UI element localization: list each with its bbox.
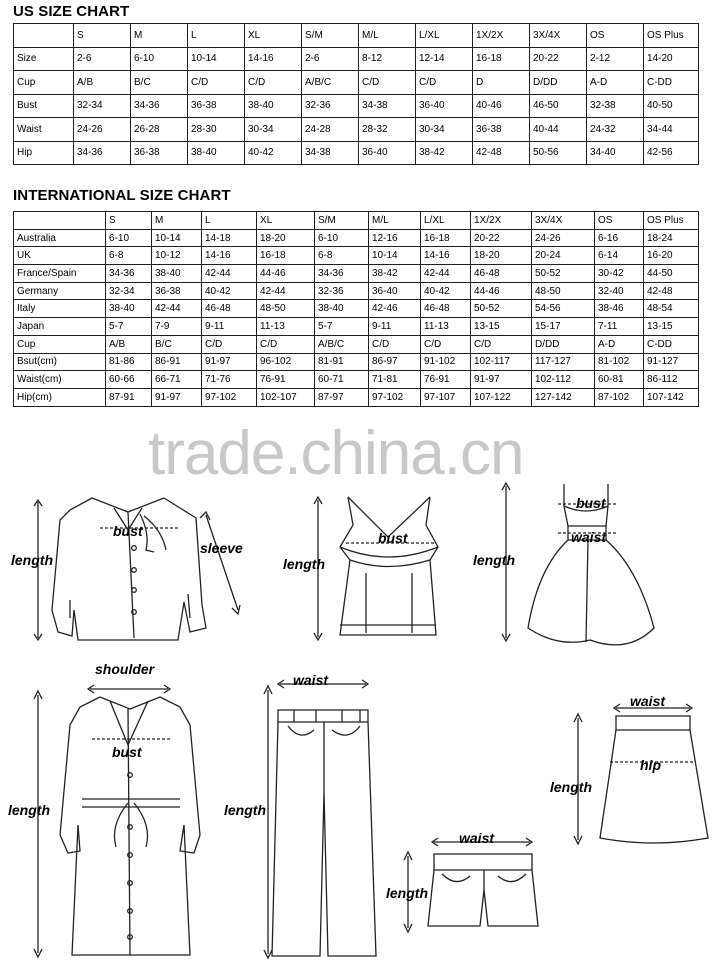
us-row bbox=[14, 118, 699, 142]
shirt-diagram bbox=[30, 490, 245, 645]
header-cell: OS Plus bbox=[644, 212, 699, 230]
table-cell: 20-22 bbox=[530, 47, 587, 71]
table-cell: 36-38 bbox=[473, 118, 530, 142]
table-cell: 20-24 bbox=[532, 247, 595, 265]
table-cell: 16-18 bbox=[257, 247, 315, 265]
skirt-hip-label: hip bbox=[640, 757, 661, 773]
table-cell: 14-18 bbox=[202, 229, 257, 247]
table-cell: 2-12 bbox=[587, 47, 644, 71]
table-cell: 42-46 bbox=[369, 300, 421, 318]
table-cell: 42-44 bbox=[152, 300, 202, 318]
us-row bbox=[14, 141, 699, 165]
intl-chart-title: INTERNATIONAL SIZE CHART bbox=[13, 187, 231, 204]
us-row bbox=[14, 94, 699, 118]
table-cell: 34-40 bbox=[587, 141, 644, 165]
table-cell: D/DD bbox=[530, 71, 587, 95]
table-cell: 30-34 bbox=[416, 118, 473, 142]
table-cell: 9-11 bbox=[369, 318, 421, 336]
intl-size-table bbox=[13, 211, 699, 407]
table-cell: 86-97 bbox=[369, 353, 421, 371]
row-label-cell: Australia bbox=[14, 229, 106, 247]
table-cell: 36-40 bbox=[416, 94, 473, 118]
table-cell: 13-15 bbox=[644, 318, 699, 336]
table-cell: 117-127 bbox=[532, 353, 595, 371]
table-cell: A-D bbox=[595, 335, 644, 353]
table-cell: 76-91 bbox=[421, 371, 471, 389]
pants-waist-label: waist bbox=[293, 672, 329, 688]
coat-bust-label: bust bbox=[112, 744, 142, 760]
table-cell: 6-10 bbox=[315, 229, 369, 247]
header-cell: OS bbox=[595, 212, 644, 230]
table-cell: 32-40 bbox=[595, 282, 644, 300]
table-cell: 8-12 bbox=[359, 47, 416, 71]
header-cell: L/XL bbox=[416, 24, 473, 48]
intl-row bbox=[14, 265, 699, 283]
table-cell: 12-14 bbox=[416, 47, 473, 71]
table-cell: C/D bbox=[245, 71, 302, 95]
us-header-row bbox=[14, 24, 699, 48]
table-cell: 6-14 bbox=[595, 247, 644, 265]
table-cell: 10-12 bbox=[152, 247, 202, 265]
table-cell: 81-86 bbox=[106, 353, 152, 371]
table-cell: 16-20 bbox=[644, 247, 699, 265]
shirt-sleeve-label: sleeve bbox=[200, 540, 243, 556]
table-cell: 42-44 bbox=[421, 265, 471, 283]
skirt-length-label: length bbox=[550, 779, 592, 795]
header-cell: 3X/4X bbox=[530, 24, 587, 48]
table-cell: 34-38 bbox=[302, 141, 359, 165]
table-cell: 18-20 bbox=[257, 229, 315, 247]
header-cell: S bbox=[74, 24, 131, 48]
intl-header-row bbox=[14, 212, 699, 230]
table-cell: 38-46 bbox=[595, 300, 644, 318]
table-cell: 36-38 bbox=[131, 141, 188, 165]
header-cell: L bbox=[202, 212, 257, 230]
table-cell: 34-44 bbox=[644, 118, 699, 142]
table-cell: 26-28 bbox=[131, 118, 188, 142]
table-cell: 46-50 bbox=[530, 94, 587, 118]
intl-row bbox=[14, 335, 699, 353]
table-cell: 34-38 bbox=[359, 94, 416, 118]
table-cell: 60-66 bbox=[106, 371, 152, 389]
table-cell: 2-6 bbox=[74, 47, 131, 71]
table-cell: 42-44 bbox=[202, 265, 257, 283]
table-cell: 102-112 bbox=[532, 371, 595, 389]
table-cell: 38-40 bbox=[152, 265, 202, 283]
intl-row bbox=[14, 229, 699, 247]
table-cell: 86-112 bbox=[644, 371, 699, 389]
table-cell: A/B/C bbox=[302, 71, 359, 95]
table-cell: 36-40 bbox=[369, 282, 421, 300]
table-cell: 60-71 bbox=[315, 371, 369, 389]
header-cell: M/L bbox=[369, 212, 421, 230]
table-cell: 38-40 bbox=[245, 94, 302, 118]
table-cell: D/DD bbox=[532, 335, 595, 353]
table-cell: 107-122 bbox=[471, 388, 532, 406]
table-cell: 36-38 bbox=[152, 282, 202, 300]
table-cell: 6-8 bbox=[106, 247, 152, 265]
row-label-cell: Size bbox=[14, 47, 74, 71]
row-label-cell: Waist bbox=[14, 118, 74, 142]
row-label-cell: France/Spain bbox=[14, 265, 106, 283]
table-cell: 30-42 bbox=[595, 265, 644, 283]
table-cell: 50-52 bbox=[471, 300, 532, 318]
table-cell: 34-36 bbox=[131, 94, 188, 118]
coat-length-label: length bbox=[8, 802, 50, 818]
table-cell: 96-102 bbox=[257, 353, 315, 371]
row-label-cell: Cup bbox=[14, 335, 106, 353]
table-cell: C/D bbox=[471, 335, 532, 353]
row-label-cell: Bsut(cm) bbox=[14, 353, 106, 371]
table-cell: 16-18 bbox=[421, 229, 471, 247]
table-cell: C/D bbox=[416, 71, 473, 95]
table-cell: 87-91 bbox=[106, 388, 152, 406]
shorts-length-label: length bbox=[386, 885, 428, 901]
table-cell: 24-26 bbox=[532, 229, 595, 247]
table-cell: 46-48 bbox=[421, 300, 471, 318]
table-cell: 13-15 bbox=[471, 318, 532, 336]
table-cell: 34-36 bbox=[74, 141, 131, 165]
table-cell: 24-26 bbox=[74, 118, 131, 142]
table-cell: 97-102 bbox=[202, 388, 257, 406]
header-cell: S bbox=[106, 212, 152, 230]
table-cell: 44-46 bbox=[257, 265, 315, 283]
table-cell: C/D bbox=[188, 71, 245, 95]
header-cell: L/XL bbox=[421, 212, 471, 230]
table-cell: 32-38 bbox=[587, 94, 644, 118]
table-cell: 5-7 bbox=[106, 318, 152, 336]
table-cell: 87-102 bbox=[595, 388, 644, 406]
dress-waist-label: waist bbox=[571, 529, 607, 545]
table-cell: 6-10 bbox=[106, 229, 152, 247]
row-label-cell: Japan bbox=[14, 318, 106, 336]
table-cell: 24-32 bbox=[587, 118, 644, 142]
row-label-cell: Hip bbox=[14, 141, 74, 165]
table-cell: 40-50 bbox=[644, 94, 699, 118]
table-cell: C/D bbox=[202, 335, 257, 353]
table-cell: 5-7 bbox=[315, 318, 369, 336]
table-cell: 11-13 bbox=[421, 318, 471, 336]
table-cell: 32-34 bbox=[106, 282, 152, 300]
dress-length-label: length bbox=[473, 552, 515, 568]
row-label-cell: Germany bbox=[14, 282, 106, 300]
table-cell: 14-20 bbox=[644, 47, 699, 71]
table-cell: 11-13 bbox=[257, 318, 315, 336]
table-cell: 12-16 bbox=[369, 229, 421, 247]
table-cell: 32-34 bbox=[74, 94, 131, 118]
coat-diagram bbox=[30, 675, 220, 960]
header-cell bbox=[14, 212, 106, 230]
shirt-bust-label: bust bbox=[113, 523, 143, 539]
table-cell: 97-102 bbox=[369, 388, 421, 406]
table-cell: 71-76 bbox=[202, 371, 257, 389]
table-cell: 87-97 bbox=[315, 388, 369, 406]
table-cell: 76-91 bbox=[257, 371, 315, 389]
intl-row bbox=[14, 300, 699, 318]
table-cell: C/D bbox=[257, 335, 315, 353]
table-cell: 44-50 bbox=[644, 265, 699, 283]
table-cell: C/D bbox=[421, 335, 471, 353]
watermark-text: trade.china.cn bbox=[148, 419, 524, 488]
table-cell: 40-42 bbox=[202, 282, 257, 300]
us-chart-title: US SIZE CHART bbox=[13, 3, 130, 20]
table-cell: 34-36 bbox=[106, 265, 152, 283]
table-cell: 28-30 bbox=[188, 118, 245, 142]
table-cell: 42-48 bbox=[473, 141, 530, 165]
table-cell: 16-18 bbox=[473, 47, 530, 71]
table-cell: 10-14 bbox=[188, 47, 245, 71]
shorts-waist-label: waist bbox=[459, 830, 495, 846]
table-cell: 40-42 bbox=[421, 282, 471, 300]
table-cell: 6-10 bbox=[131, 47, 188, 71]
table-cell: 46-48 bbox=[471, 265, 532, 283]
header-cell: 1X/2X bbox=[471, 212, 532, 230]
intl-row bbox=[14, 318, 699, 336]
table-cell: 42-48 bbox=[644, 282, 699, 300]
table-cell: 50-56 bbox=[530, 141, 587, 165]
table-cell: 18-24 bbox=[644, 229, 699, 247]
us-row bbox=[14, 71, 699, 95]
row-label-cell: UK bbox=[14, 247, 106, 265]
table-cell: 91-97 bbox=[471, 371, 532, 389]
table-cell: 14-16 bbox=[245, 47, 302, 71]
table-cell: 14-16 bbox=[421, 247, 471, 265]
shirt-length-label: length bbox=[11, 552, 53, 568]
table-cell: 32-36 bbox=[315, 282, 369, 300]
halter-top-diagram bbox=[308, 485, 458, 645]
header-cell: S/M bbox=[315, 212, 369, 230]
intl-row bbox=[14, 282, 699, 300]
table-cell: 44-46 bbox=[471, 282, 532, 300]
table-cell: 54-56 bbox=[532, 300, 595, 318]
table-cell: 20-22 bbox=[471, 229, 532, 247]
table-cell: 38-40 bbox=[188, 141, 245, 165]
us-size-table bbox=[13, 23, 699, 165]
table-cell: 7-11 bbox=[595, 318, 644, 336]
row-label-cell: Cup bbox=[14, 71, 74, 95]
top-length-label: length bbox=[283, 556, 325, 572]
table-cell: 81-102 bbox=[595, 353, 644, 371]
intl-row bbox=[14, 247, 699, 265]
table-cell: B/C bbox=[152, 335, 202, 353]
table-cell: 48-50 bbox=[257, 300, 315, 318]
header-cell: M bbox=[152, 212, 202, 230]
header-cell: XL bbox=[257, 212, 315, 230]
intl-row bbox=[14, 371, 699, 389]
table-cell: 38-40 bbox=[315, 300, 369, 318]
table-cell: A/B bbox=[74, 71, 131, 95]
table-cell: 38-42 bbox=[369, 265, 421, 283]
table-cell: 91-102 bbox=[421, 353, 471, 371]
table-cell: C/D bbox=[359, 71, 416, 95]
table-cell: 14-16 bbox=[202, 247, 257, 265]
table-cell: 10-14 bbox=[369, 247, 421, 265]
table-cell: 71-81 bbox=[369, 371, 421, 389]
header-cell: M/L bbox=[359, 24, 416, 48]
table-cell: 40-46 bbox=[473, 94, 530, 118]
table-cell: 102-107 bbox=[257, 388, 315, 406]
table-cell: 127-142 bbox=[532, 388, 595, 406]
us-row bbox=[14, 47, 699, 71]
table-cell: 81-91 bbox=[315, 353, 369, 371]
table-cell: 30-34 bbox=[245, 118, 302, 142]
dress-bust-label: bust bbox=[576, 495, 606, 511]
table-cell: 91-97 bbox=[202, 353, 257, 371]
table-cell: 91-127 bbox=[644, 353, 699, 371]
pants-length-label: length bbox=[224, 802, 266, 818]
header-cell: 1X/2X bbox=[473, 24, 530, 48]
top-bust-label: bust bbox=[378, 530, 408, 546]
table-cell: 9-11 bbox=[202, 318, 257, 336]
header-cell: OS bbox=[587, 24, 644, 48]
table-cell: B/C bbox=[131, 71, 188, 95]
table-cell: 91-97 bbox=[152, 388, 202, 406]
table-cell: D bbox=[473, 71, 530, 95]
row-label-cell: Bust bbox=[14, 94, 74, 118]
header-cell bbox=[14, 24, 74, 48]
row-label-cell: Waist(cm) bbox=[14, 371, 106, 389]
table-cell: 40-42 bbox=[245, 141, 302, 165]
table-cell: 40-44 bbox=[530, 118, 587, 142]
table-cell: 97-107 bbox=[421, 388, 471, 406]
intl-row bbox=[14, 388, 699, 406]
table-cell: 86-91 bbox=[152, 353, 202, 371]
table-cell: 38-42 bbox=[416, 141, 473, 165]
table-cell: A/B/C bbox=[315, 335, 369, 353]
table-cell: 18-20 bbox=[471, 247, 532, 265]
intl-row bbox=[14, 353, 699, 371]
table-cell: 24-28 bbox=[302, 118, 359, 142]
table-cell: 42-44 bbox=[257, 282, 315, 300]
table-cell: A-D bbox=[587, 71, 644, 95]
table-cell: 102-117 bbox=[471, 353, 532, 371]
skirt-waist-label: waist bbox=[630, 693, 666, 709]
table-cell: 36-40 bbox=[359, 141, 416, 165]
table-cell: 15-17 bbox=[532, 318, 595, 336]
table-cell: C/D bbox=[369, 335, 421, 353]
table-cell: 60-81 bbox=[595, 371, 644, 389]
table-cell: 42-56 bbox=[644, 141, 699, 165]
header-cell: M bbox=[131, 24, 188, 48]
table-cell: 48-50 bbox=[532, 282, 595, 300]
row-label-cell: Italy bbox=[14, 300, 106, 318]
table-cell: 34-36 bbox=[315, 265, 369, 283]
table-cell: 28-32 bbox=[359, 118, 416, 142]
header-cell: XL bbox=[245, 24, 302, 48]
table-cell: C-DD bbox=[644, 71, 699, 95]
table-cell: 10-14 bbox=[152, 229, 202, 247]
header-cell: L bbox=[188, 24, 245, 48]
table-cell: 107-142 bbox=[644, 388, 699, 406]
table-cell: C-DD bbox=[644, 335, 699, 353]
header-cell: OS Plus bbox=[644, 24, 699, 48]
header-cell: 3X/4X bbox=[532, 212, 595, 230]
table-cell: 48-54 bbox=[644, 300, 699, 318]
table-cell: A/B bbox=[106, 335, 152, 353]
table-cell: 46-48 bbox=[202, 300, 257, 318]
table-cell: 36-38 bbox=[188, 94, 245, 118]
coat-shoulder-label: shoulder bbox=[95, 661, 155, 677]
table-cell: 50-52 bbox=[532, 265, 595, 283]
table-cell: 38-40 bbox=[106, 300, 152, 318]
table-cell: 66-71 bbox=[152, 371, 202, 389]
table-cell: 32-36 bbox=[302, 94, 359, 118]
row-label-cell: Hip(cm) bbox=[14, 388, 106, 406]
header-cell: S/M bbox=[302, 24, 359, 48]
table-cell: 6-16 bbox=[595, 229, 644, 247]
table-cell: 7-9 bbox=[152, 318, 202, 336]
table-cell: 2-6 bbox=[302, 47, 359, 71]
table-cell: 6-8 bbox=[315, 247, 369, 265]
